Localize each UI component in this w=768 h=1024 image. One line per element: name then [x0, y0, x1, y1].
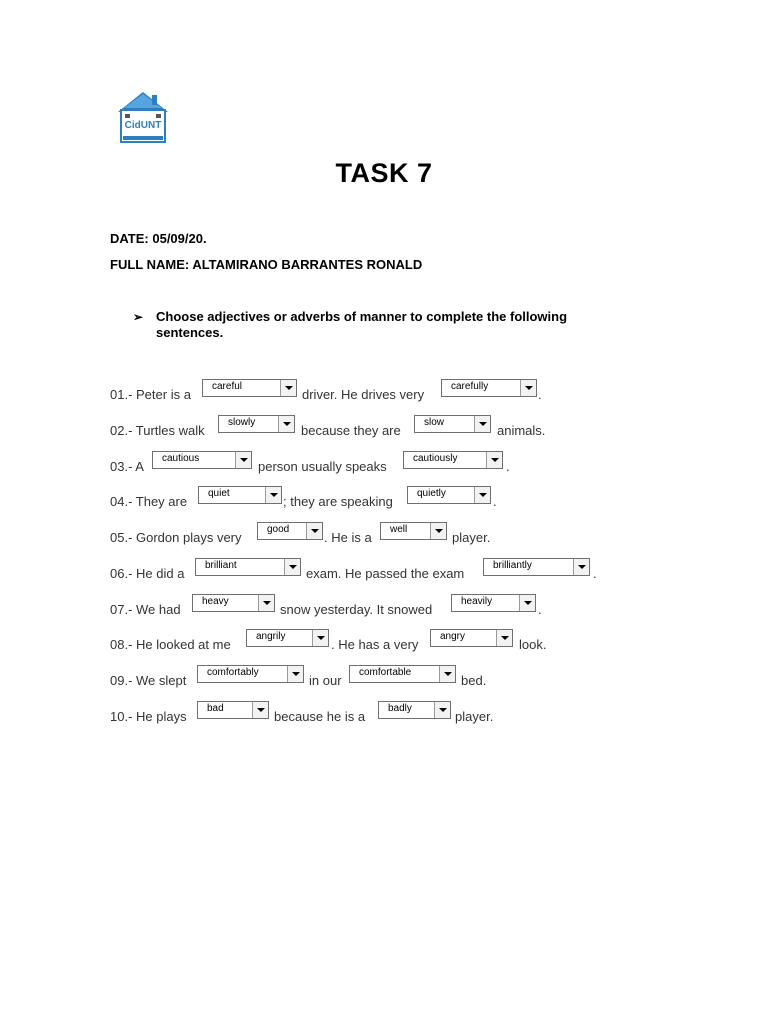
sentence-text: player. — [452, 530, 491, 545]
sentence-text: look. — [519, 637, 547, 652]
sentence-text: . — [538, 602, 542, 617]
dropdown-value: comfortable — [359, 667, 412, 678]
chevron-down-icon[interactable] — [474, 487, 490, 503]
dropdown-value: slowly — [228, 417, 256, 428]
dropdown-value: brilliant — [205, 560, 237, 571]
sentence-text: . — [538, 387, 542, 402]
dropdown-value: heavily — [461, 596, 493, 607]
chevron-down-icon[interactable] — [520, 380, 536, 396]
sentence-text: . — [493, 494, 497, 509]
date-line: DATE: 05/09/20. — [110, 231, 207, 246]
answer-dropdown[interactable] — [197, 665, 304, 683]
chevron-down-icon[interactable] — [258, 595, 274, 611]
chevron-down-icon[interactable] — [474, 416, 490, 432]
instruction — [133, 309, 623, 341]
chevron-down-icon[interactable] — [265, 487, 281, 503]
chevron-down-icon[interactable] — [496, 630, 512, 646]
dropdown-value: comfortably — [207, 667, 259, 678]
answer-dropdown[interactable] — [197, 701, 269, 719]
sentence-text: . — [593, 566, 597, 581]
dropdown-value: cautiously — [413, 453, 458, 464]
chevron-down-icon[interactable] — [312, 630, 328, 646]
chevron-down-icon[interactable] — [280, 380, 296, 396]
answer-dropdown[interactable] — [218, 415, 295, 433]
answer-dropdown[interactable] — [483, 558, 590, 576]
dropdown-value: careful — [212, 381, 243, 392]
answer-dropdown[interactable] — [380, 522, 447, 540]
sentence-text: 06.- He did a — [110, 566, 185, 581]
full-name-line: FULL NAME: ALTAMIRANO BARRANTES RONALD — [110, 257, 423, 272]
sentence-text: ; they are speaking — [283, 494, 393, 509]
chevron-down-icon[interactable] — [278, 416, 294, 432]
answer-dropdown[interactable] — [414, 415, 491, 433]
sentence-text: 09.- We slept — [110, 673, 187, 688]
dropdown-value: angrily — [256, 631, 286, 642]
chevron-down-icon[interactable] — [573, 559, 589, 575]
sentence-text: because he is a — [274, 709, 366, 724]
dropdown-value: well — [390, 524, 408, 535]
answer-dropdown[interactable] — [195, 558, 301, 576]
chevron-down-icon[interactable] — [439, 666, 455, 682]
dropdown-value: quiet — [208, 488, 230, 499]
answer-dropdown[interactable] — [451, 594, 536, 612]
answer-dropdown[interactable] — [349, 665, 456, 683]
answer-dropdown[interactable] — [246, 629, 329, 647]
chevron-down-icon[interactable] — [519, 595, 535, 611]
answer-dropdown[interactable] — [152, 451, 252, 469]
sentence-text: 01.- Peter is a — [110, 387, 191, 402]
instruction-text: Choose adjectives or adverbs of manner to complete the following sentences. — [156, 309, 568, 340]
dropdown-value: badly — [388, 703, 412, 714]
answer-dropdown[interactable] — [403, 451, 503, 469]
dropdown-value: slow — [424, 417, 445, 428]
sentence-text: 02.- Turtles walk — [110, 423, 205, 438]
sentence-text: . — [506, 459, 510, 474]
sentence-text: 05.- Gordon plays very — [110, 530, 242, 545]
dropdown-value: brilliantly — [493, 560, 532, 571]
answer-dropdown[interactable] — [441, 379, 537, 397]
chevron-down-icon[interactable] — [284, 559, 300, 575]
arrow-bullet-icon: ➢ — [133, 310, 144, 324]
dropdown-value: good — [267, 524, 290, 535]
answer-dropdown[interactable] — [407, 486, 491, 504]
page-title: TASK 7 — [335, 158, 433, 188]
answer-dropdown[interactable] — [378, 701, 451, 719]
chevron-down-icon[interactable] — [252, 702, 268, 718]
sentence-text: 10.- He plays — [110, 709, 187, 724]
logo-text: CidUNT — [124, 120, 162, 131]
sentence-text: animals. — [497, 423, 546, 438]
sentence-text: . He has a very — [331, 637, 419, 652]
chevron-down-icon[interactable] — [287, 666, 303, 682]
house-logo — [116, 90, 170, 144]
chevron-down-icon[interactable] — [434, 702, 450, 718]
sentence-text: 04.- They are — [110, 494, 188, 509]
dropdown-value: cautious — [162, 453, 200, 464]
sentence-text: because they are — [301, 423, 401, 438]
answer-dropdown[interactable] — [202, 379, 297, 397]
dropdown-value: heavy — [202, 596, 229, 607]
dropdown-value: carefully — [451, 381, 489, 392]
sentence-text: bed. — [461, 673, 487, 688]
answer-dropdown[interactable] — [257, 522, 323, 540]
dropdown-value: bad — [207, 703, 224, 714]
chevron-down-icon[interactable] — [235, 452, 251, 468]
chevron-down-icon[interactable] — [306, 523, 322, 539]
sentence-text: 07.- We had — [110, 602, 181, 617]
sentence-text: exam. He passed the exam — [306, 566, 465, 581]
sentence-text: in our — [309, 673, 342, 688]
sentence-text: 03.- A — [110, 459, 144, 474]
sentence-text: . He is a — [324, 530, 372, 545]
dropdown-value: angry — [440, 631, 466, 642]
answer-dropdown[interactable] — [192, 594, 275, 612]
answer-dropdown[interactable] — [430, 629, 513, 647]
sentence-text: 08.- He looked at me — [110, 637, 231, 652]
sentence-text: person usually speaks — [258, 459, 387, 474]
sentence-text: player. — [455, 709, 494, 724]
chevron-down-icon[interactable] — [486, 452, 502, 468]
sentence-text: driver. He drives very — [302, 387, 425, 402]
answer-dropdown[interactable] — [198, 486, 282, 504]
chevron-down-icon[interactable] — [430, 523, 446, 539]
dropdown-value: quietly — [417, 488, 446, 499]
sentence-text: snow yesterday. It snowed — [280, 602, 433, 617]
